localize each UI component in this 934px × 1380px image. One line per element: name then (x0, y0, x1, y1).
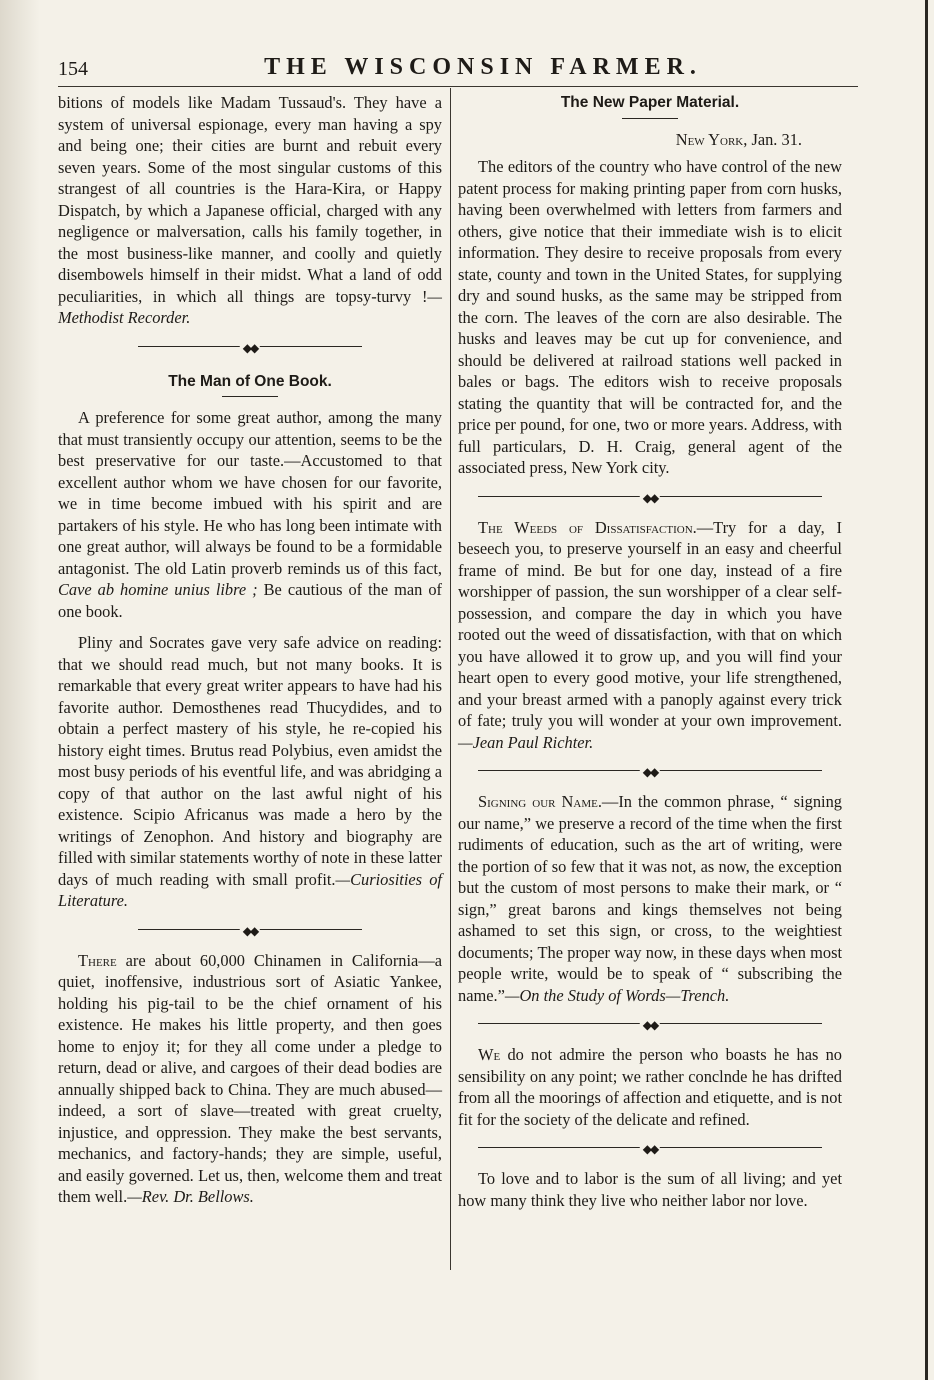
curiosities-source: —Curiosities of Literature. (58, 869, 442, 910)
bellows-source: —Rev. Dr. Bellows. (127, 1187, 254, 1206)
man-of-one-book-para2: Pliny and Socrates gave very safe advice on reading: that we should read much, but not many books. It is remarkable that every great writer appears to have had his favorite author. Demosthenes read Thucydides, and to obtain a perfect mastery of his style, he re-copied his history eight times. Brutus read Polybius, even amidst the most busy periods of his eventful life, and was abridging a copy of that author on the last awful night of his existence. Scipio Africanus was made a hero by the writings of Zenophon. And history and biography are filled with similar statements worthy of note in these latter days of much reading with small profit.—Curiosities of Literature. (58, 633, 442, 910)
dateline: New York, Jan. 31. (675, 129, 802, 149)
weeds-paragraph: The Weeds of Dissatisfaction.—Try for a day, I beseech you, to preserve yourself in an easy and cheerful frame of mind. Be but for one day, instead of a fire worshipper of passion, the sun worshipper of a clear self-possession, and compare the day in which you have rooted out the weed of dissatisfaction, with that on which you have allowed it to grow up, and you will find your heart open to every good motive, your life strengthened, and your breast armed with a panoply against every trick of fate; truly you will wonder at your own improvement.—Jean Paul Richter. (458, 517, 842, 752)
ornament-separator: ◆◆ (458, 1012, 842, 1034)
man-of-one-book-title: The Man of One Book. (168, 372, 332, 390)
boasts-paragraph: We do not admire the person who boasts he has no sensibility on any point; we rather conclnde he has drifted from all the moorings of affection and etiquette, and is not fit for the society of the delicate and refined. (458, 1045, 842, 1129)
page-header (58, 50, 854, 84)
chinamen-paragraph: There are about 60,000 Chinamen in California—a quiet, inoffensive, industrious sort of Asiatic Yankee, holding his pig-tail to be the chief ornament of his existence. He makes his little property, and then goes home to enjoy it; for they all come under a pledge to return, dead or alive, and cargoes of their dead bodies are annually shipped back to China. They are much abused—indeed, a sort of slave—treated with great cruelty, injustice, and oppression. They make the best servants, mechanics, and factory-hands; they are simple, useful, and easily governed. Let us, then, welcome them and treat them well.—Rev. Dr. Bellows. (58, 950, 442, 1206)
journal-title: THE WISCONSIN FARMER. (264, 54, 702, 80)
trench-source: —On the Study of Words—Trench. (504, 985, 730, 1005)
ornament-separator: ◆◆ (58, 335, 442, 357)
richter-source: —Jean Paul Richter. (458, 732, 594, 752)
japan-source: —Methodist Recorder. (58, 286, 442, 327)
header-rule (58, 86, 858, 87)
ornament-separator: ◆◆ (458, 759, 842, 781)
new-paper-paragraph: The editors of the country who have control of the new patent process for making printing paper from corn husks, having been overwhelmed with letters from farmers and others, give notice that their immediate wish is to elicit information. They desire to receive proposals from every state, county and town in the United States, for supplying dry and sound husks, as the same may be stripped from the corn. The leaves of the corn are also desirable. The husks and leaves may be cut up for convenience, and should be delivered at railroad stations well packed in bales or bags. The editors wish to receive proposals stating the quantity that will be contracted for, and the price per pound, for one, two or more years. Address, with full particulars, D. H. Craig, general agent of the associated press, New York city. (458, 157, 842, 477)
left-column (58, 92, 442, 1208)
binding-edge (925, 0, 928, 1380)
title-rule (222, 396, 278, 397)
new-paper-title: The New Paper Material. (560, 94, 740, 111)
column-divider (450, 88, 451, 1270)
ornament-separator: ◆◆ (458, 485, 842, 507)
japan-excerpt: bitions of models like Madam Tussaud's. They have a system of universal espionage, every man having a spy and being one; their cities are burnt and rebuit every seven years. Some of the most singular customs of this strangest of all countries is the Hara-Kira, or Happy Dispatch, by which a Japanese official, charged with any negligence or malversation, calls his family together, in the most business-like manner, and coolly and quietly disembowels himself in their midst. What a land of odd peculiarities, in which all things are topsy-turvy !—Methodist Recorder. (58, 93, 442, 327)
title-rule (622, 118, 678, 119)
page-number: 154 (58, 58, 88, 80)
man-of-one-book-para1: A preference for some great author, among the many that must transiently occupy our attention, seems to be the best preservative for our taste.—Accustomed to that excellent author whom we have chosen for our favorite, we in time become imbued with his spirit and are partakers of his style. He who has long been intimate with one great author, will always be found to be a formidable antagonist. The old Latin proverb reminds us of this fact, Cave ab homine unius libre ; Be cautious of the man of one book. (58, 408, 442, 621)
signing-paragraph: Signing our Name.—In the common phrase, “ signing our name,” we preserve a record of the time when the first rudiments of education, such as the art of writing, were the portion of so few that it was not, as now, the exception but the custom of most persons to make their mark, or “ sign,” great barons and kings themselves not being ashamed to set this sign, or cross, to the weightiest documents; The proper way now, in these days when most people write, would be to speak of “ subscribing the name.”—On the Study of Words—Trench. (458, 792, 842, 1005)
page-edge-shadow (0, 0, 40, 1380)
ornament-separator: ◆◆ (58, 918, 442, 940)
right-column (458, 92, 842, 1211)
love-labor-paragraph: To love and to labor is the sum of all living; and yet how many think they live who neither labor nor love. (458, 1169, 842, 1210)
ornament-separator: ◆◆ (458, 1136, 842, 1158)
